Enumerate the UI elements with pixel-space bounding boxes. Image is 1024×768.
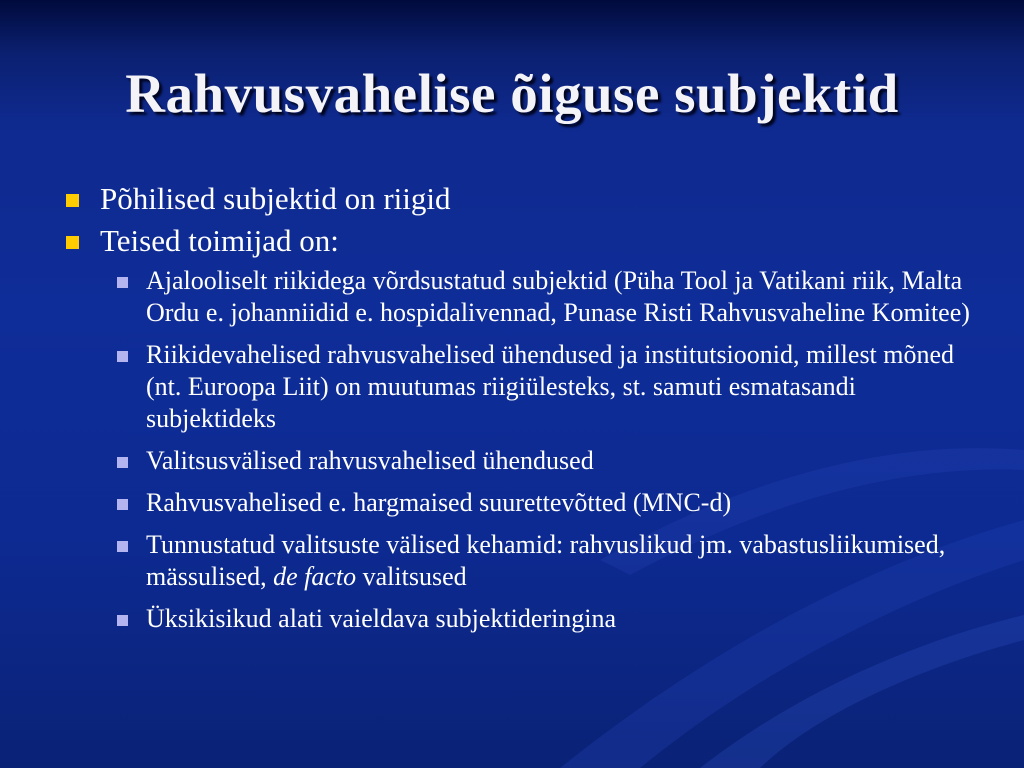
square-bullet-icon xyxy=(117,277,128,288)
sub-bullet-item xyxy=(117,603,982,635)
sub-bullet-list xyxy=(62,265,982,635)
sub-bullet-text-part: valitsused xyxy=(356,562,467,591)
bullet-text: Teised toimijad on: xyxy=(100,223,339,258)
square-bullet-icon xyxy=(66,194,79,207)
slide-title: Rahvusvahelise õiguse subjektid xyxy=(125,63,899,124)
sub-bullet-text: Rahvusvahelised e. hargmaised suurettevõtted (MNC-d) xyxy=(146,488,732,517)
square-bullet-icon xyxy=(117,541,128,552)
sub-bullet-text-part: Tunnustatud valitsuste välised kehamid: rahvuslikud jm. vabastusliikumised, mässulised, xyxy=(146,530,946,591)
square-bullet-icon xyxy=(117,351,128,362)
sub-bullet-text: Valitsusvälised rahvusvahelised ühendused xyxy=(146,446,594,475)
square-bullet-icon xyxy=(117,457,128,468)
bullet-item-other-actors xyxy=(62,223,982,259)
bullet-text: Põhilised subjektid on riigid xyxy=(100,181,451,216)
sub-bullet-item xyxy=(117,339,982,435)
sub-bullet-text: Riikidevahelised rahvusvahelised ühendused ja institutsioonid, millest mõned (nt. Euroopa Liit) on muutumas riigiülesteks, st. samuti esmatasandi subjektideks xyxy=(146,340,955,433)
sub-bullet-item xyxy=(117,445,982,477)
square-bullet-icon xyxy=(117,499,128,510)
square-bullet-icon xyxy=(66,236,79,249)
sub-bullet-text xyxy=(146,530,945,591)
bullet-item-main-subjects xyxy=(62,181,982,217)
bullet-list xyxy=(62,181,982,645)
italic-term: de facto xyxy=(273,562,357,591)
sub-bullet-item xyxy=(117,529,982,593)
sub-bullet-text: Ajalooliselt riikidega võrdsustatud subjektid (Püha Tool ja Vatikani riik, Malta Ordu e. johanniidid e. hospidalivennad, Punase Risti Rahvusvaheline Komitee) xyxy=(146,266,970,327)
sub-bullet-item xyxy=(117,265,982,329)
sub-bullet-text: Üksikisikud alati vaieldava subjektideringina xyxy=(146,604,617,633)
square-bullet-icon xyxy=(117,615,128,626)
sub-bullet-item xyxy=(117,487,982,519)
